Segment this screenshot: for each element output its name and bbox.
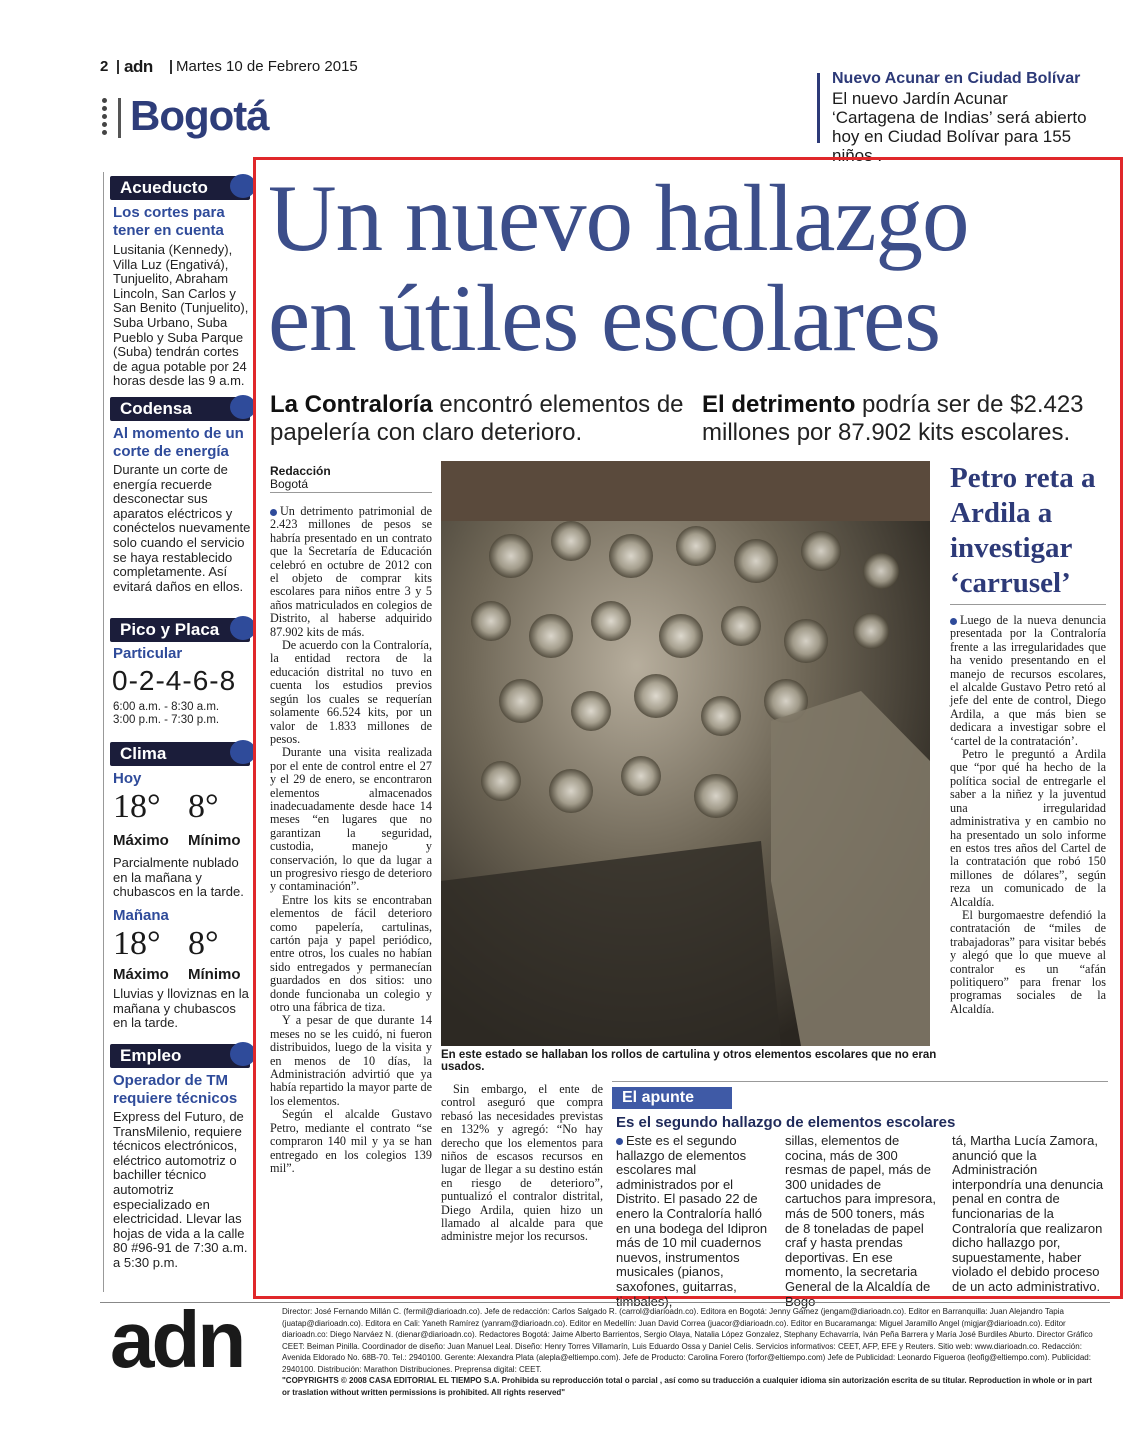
bullet-icon <box>616 1138 623 1145</box>
article-column-2: Sin embargo, el ente de control aseguró que compra rebasó las necesidades previstas en 132% y agregó: “No hay derecho que los elementos para niños de escasos recursos en lugar de llegar a su destino están en riesgo de deterioro”, puntualizó el contralor distrital, Diego Ardila, quien hizo un llamado al alcalde para que administre mejor los recursos. <box>441 1082 603 1244</box>
page-number: 2 <box>100 58 109 75</box>
sidebar-subtitle: Los cortes para tener en cuenta <box>113 204 225 239</box>
deck-left: La Contraloría encontró elementos de papelería con claro deterioro. <box>270 391 684 446</box>
sidebar-subtitle: Al momento de un corte de energía <box>113 425 244 460</box>
divider <box>612 1081 1108 1082</box>
pico-placa-numbers: 0-2-4-6-8 <box>112 665 237 696</box>
bullet-icon <box>950 618 957 625</box>
photo-caption: En este estado se hallaban los rollos de cartulina y otros elementos escolares que no eran usados. <box>441 1049 937 1073</box>
section-divider <box>118 98 121 138</box>
apunte-title: Es el segundo hallazgo de elementos escolares <box>616 1114 956 1131</box>
sidebar-heading-clima: Clima <box>110 742 250 766</box>
section-dots-icon <box>100 98 110 138</box>
divider <box>950 604 1106 605</box>
weather-tomorrow-text: Lluvias y lloviznas en la mañana y chubascos en la tarde. <box>113 986 249 1031</box>
byline-city: Bogotá <box>270 477 309 491</box>
apunte-column-3: tá, Martha Lucía Zamora, anunció que la Administración interpondría una denuncia penal en contra de funcionarias de la Contraloría que realizaron dicho hallazgo por, supuestamente, haber violado el debido proceso de un acto administrativo. <box>952 1133 1104 1294</box>
weather-tomorrow-max: 18° <box>113 925 161 962</box>
header-divider <box>117 60 119 74</box>
min-label: Mínimo <box>188 966 241 983</box>
weather-tomorrow-min: 8° <box>188 925 219 962</box>
apunte-label: El apunte <box>612 1087 732 1109</box>
footer-logo: adn <box>110 1295 244 1384</box>
teaser-text: El nuevo Jardín Acunar ‘Cartagena de Indias’ será abierto hoy en Ciudad Bolívar para 155 niños . <box>832 89 1087 165</box>
deck-right: El detrimento podría ser de $2.423 millones por 87.902 kits escolares. <box>702 391 1084 446</box>
side-story-body: Luego de la nueva denuncia presentada por la Contraloría frente a las irregularidades que ha venido presentando en el manejo de recursos escolares, el alcalde Gustavo Petro retó al jefe del ente de control, Diego Ardila, a que más bien se dedicara a investigar sobre el ‘cartel de la contratación’. Petro le preguntó a Ardila que “por qué ha hecho de la política social de entregarle el saber a la niñez y la juventud una irregularidad administrativa y en cambio no ha presentado un solo informe en estos tres años del Cartel de la contratación que robó 150 millones de dólares”, según reza un comunicado de la Alcaldía. El burgomaestre defendió la contratación de “miles de trabajadoras” para visitar bebés y alegó que lo que mueve al contralor es un “afán politiquero” para frenar los programas sociales de la Alcaldía. <box>950 613 1106 1016</box>
footer-divider <box>100 1302 1110 1303</box>
max-label: Máximo <box>113 966 169 983</box>
apunte-column-2: sillas, elementos de cocina, más de 300 resmas de papel, más de 300 unidades de cartuchos para impresora, más de 500 toners, más de 8 toneladas de papel craf y hasta prendas deportivas. En ese momento, la secretaria General de la Alcaldía de <box>785 1133 937 1294</box>
sidebar-subtitle: Operador de TM requiere técnicos <box>113 1072 238 1107</box>
article-column-1: Un detrimento patrimonial de 2.423 millones de pesos se habría presentado en un contrato que la Secretaría de Educación celebró en octubre de 2012 con el objeto de comprar kits escolares para niños entre 3 y 5 años matriculados en colegios de Distrito, al haberse adquirido 87.902 kits de más. De acuerdo con la Contraloría, la entidad rectora de la educación distrital no tuvo en cuenta los estudios previos según los cuales se requerían solamente 66.524 kits, por un valor de 1.833 millones de pesos. Durante una visita realizada por el ente de control entre el 27 y el 29 de enero, se encontraron elementos almacenados inadecuadamente desde hace 14 meses “en lugares que no garantizan la seguridad, custodia, manejo y conservación, lo que da lugar a un progresivo riesgo de deterioro y contaminación”. Entre los kits se encontraban elementos de fácil deterioro como papelería, cartulinas, cartón paja y papel periódico, entre otros, los cuales no habían sido entregados y permanecían guardados en dos sitios: uno donde funcionaba un colegio y otro una fábrica de tiza. Y a pesar de que durante 14 meses no se les cuidó, ni fueron distribuidos, luego de la visita y en menos de 10 días, la Administración advirtió que ya había repartido la mayor parte de los elementos. Según el alcalde Gustavo Petro, mediante el contrato “se compraron 140 mil y ya se han entregado en los colegios 139 mil”. <box>270 504 432 1175</box>
weather-today-min: 8° <box>188 788 219 825</box>
header-logo: adn <box>124 57 153 76</box>
weather-today-label: Hoy <box>113 770 142 787</box>
headline: Un nuevo hallazgo en útiles escolares <box>268 165 969 371</box>
pico-placa-hours: 3:00 p.m. - 7:30 p.m. <box>113 714 220 726</box>
header-divider <box>170 60 172 74</box>
divider <box>270 492 432 493</box>
sidebar-heading-codensa: Codensa <box>110 397 250 421</box>
sidebar-text: Express del Futuro, de TransMilenio, requiere técnicos electrónicos, eléctrico automotriz o bachiller técnico automotriz especializado en electricidad. Llevar las hojas de vida a la calle 80 #96-91 de 7:30 a.m. a 5:30 p.m. <box>113 1109 248 1270</box>
weather-today-max: 18° <box>113 788 161 825</box>
bullet-icon <box>270 509 277 516</box>
sidebar-heading-pico-placa: Pico y Placa <box>110 618 250 642</box>
weather-tomorrow-label: Mañana <box>113 907 169 924</box>
min-label: Mínimo <box>188 832 241 849</box>
section-title: Bogotá <box>130 92 269 139</box>
max-label: Máximo <box>113 832 169 849</box>
weather-today-text: Parcialmente nublado en la mañana y chubascos en la tarde. <box>113 855 244 900</box>
side-story-title: Petro reta a Ardila a investigar ‘carrusel’ <box>950 462 1096 599</box>
sidebar-text: Durante un corte de energía recuerde desconectar sus aparatos eléctricos y conéctelos nuevamente solo cuando el servicio se haya restablecido completamente. Así evitará daños en ellos. <box>113 462 251 594</box>
pico-placa-type: Particular <box>113 645 183 662</box>
sidebar-heading-empleo: Empleo <box>110 1044 250 1068</box>
pico-placa-hours: 6:00 a.m. - 8:30 a.m. <box>113 701 220 713</box>
article-photo <box>441 461 930 1046</box>
publication-date: Martes 10 de Febrero 2015 <box>176 58 358 75</box>
sidebar-text: Lusitania (Kennedy), Villa Luz (Engativá), Tunjuelito, Abraham Lincoln, San Carlos y San Benito (Tunjuelito), Suba Urbano, Suba Pueblo y Suba Parque (Suba) tendrán cortes de agua potable por 24 horas desde las 9 a.m. <box>113 242 249 389</box>
sidebar-divider <box>103 172 104 1292</box>
teaser-title[interactable]: Nuevo Acunar en Ciudad Bolívar <box>832 70 1081 87</box>
sidebar-heading-acueducto: Acueducto <box>110 176 250 200</box>
byline: Redacción <box>270 464 331 478</box>
teaser-bar <box>817 73 820 143</box>
footer-credits: Director: José Fernando Millán C. (fermil@diarioadn.co). Jefe de redacción: Carlos Salgado R. (carrol@diarioadn.co). Editora en Bogotá: Jenny Gámez (jengam@diarioadn.co). Editor en Barranquilla: Juan Alejandro Tapia (juatap@diarioadn.co). Editora en Cali: Yaneth Ramírez (yanram@diarioadn.co). Editor en Medellín: Juan David Correa (juacor@diarioadn.co). Editor en Bucaramanga: Miguel Jaramillo Angel (migjar@diarioadn.co). Editor diarioadn.co: Diego Narváez N. (dienar@diarioadn.co). Redactores Bogotá: Jaime Alberto Barrientos, Sergio Olaya, Natalia López Gonzalez, Stephany Echavarría, Iván Peña Barrera y María José Burdiles Aburto. Director Gráfico CEET: Beiman Pinilla. Coordinador de diseño: Juan Manuel Leal. Diseño: Henry Torres Villamarín, Luis Eduardo Ossa y Daniel Celis. Servicios informativos: CEET, AFP, EFE y Reuters. Sitio web: www.diarioadn.co. Redacción: Avenida Eldorado No. 68B-70. Tel.: 2940100. Gerente: Alexandra Plata (alepla@eltiempo.com). Jefe de Producto: Carolina Forero (forfor@eltiempo.com) Jefe de Publicidad: Leonardo Figueroa (leofig@eltiempo.com). Publicidad: 2940100. Distribución: Marathon Distribuciones. Preprensa digital: CEET. "COPYRIGHTS © 2008 CASA EDITORIAL EL TIEMPO S.A. Prohibida su reproducción total o parcial , así como su traducción a cualquier idioma sin autorización escrita de su titular. Reproduction in whole or in part or traslation without written permissions is prohibited. All rights reserved" <box>282 1307 1093 1397</box>
apunte-column-1: Este es el segundo hallazgo de elementos escolares mal administrados por el Distrito. El pasado 22 de enero la Contraloría halló en una bodega del Idipron más de 10 mil cuadernos nuevos, instrumentos musicales (pianos, saxofones, guitarras, <box>616 1133 768 1294</box>
